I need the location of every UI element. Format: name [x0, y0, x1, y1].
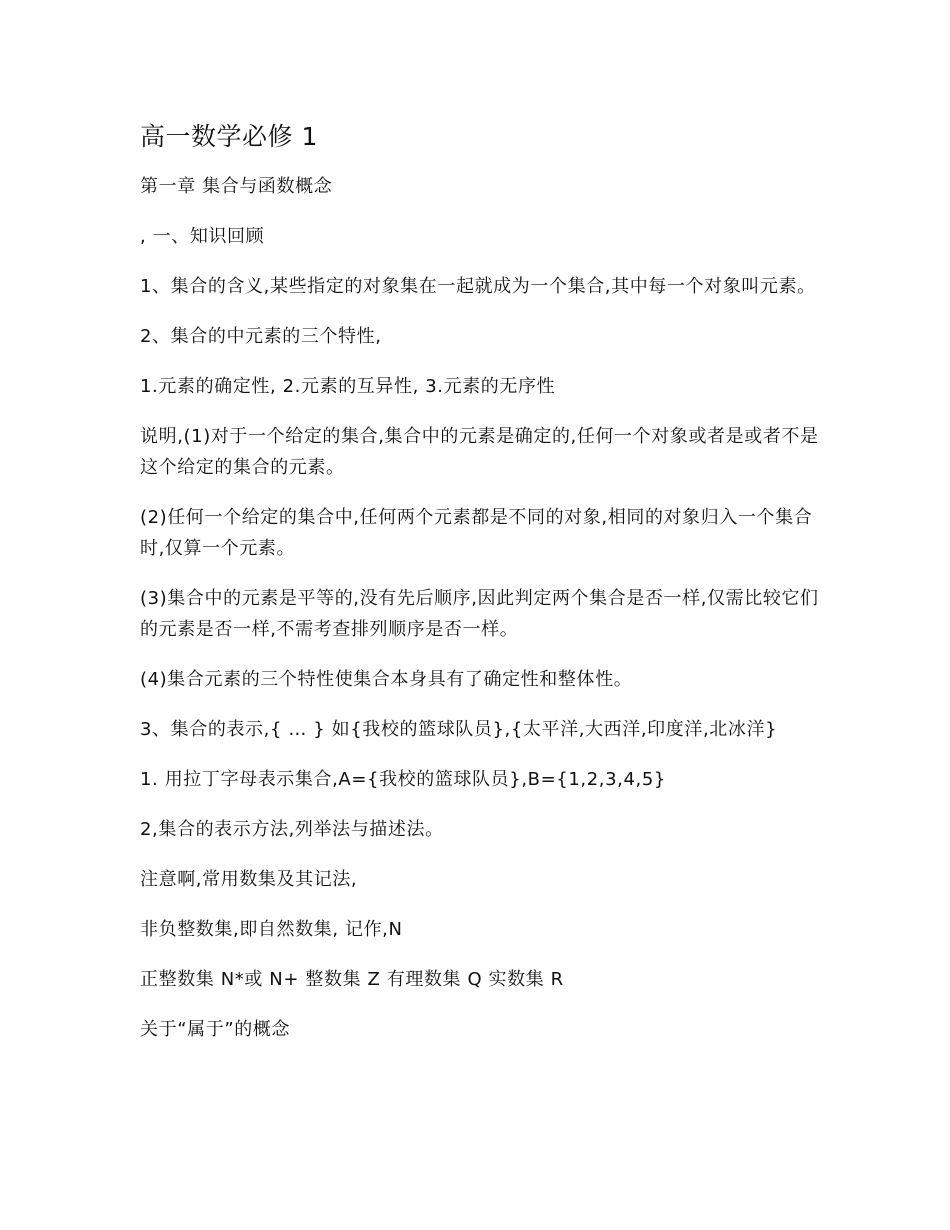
document-body [140, 117, 820, 1064]
paragraph: 1.元素的确定性, 2.元素的互异性, 3.元素的无序性 [140, 376, 556, 397]
paragraph: (4)集合元素的三个特性使集合本身具有了确定性和整体性。 [140, 669, 633, 690]
document-title: 高一数学必修 1 [140, 122, 318, 151]
section-heading: , 一、知识回顾 [140, 226, 265, 247]
paragraph: 3、集合的表示,{ … } 如{我校的篮球队员},{太平洋,大西洋,印度洋,北冰洋} [140, 719, 778, 740]
paragraph: (2)任何一个给定的集合中,任何两个元素都是不同的对象,相同的对象归入一个集合时,仅算一个元素。 [140, 507, 813, 559]
paragraph: 说明,(1)对于一个给定的集合,集合中的元素是确定的,任何一个对象或者是或者不是这个给定的集合的元素。 [140, 426, 819, 478]
paragraph: 1、集合的含义,某些指定的对象集在一起就成为一个集合,其中每一个对象叫元素。 [140, 276, 816, 297]
paragraph: 2,集合的表示方法,列举法与描述法。 [140, 819, 444, 840]
paragraph: 1. 用拉丁字母表示集合,A={我校的篮球队员},B={1,2,3,4,5} [140, 769, 666, 790]
paragraph: 正整数集 N*或 N+ 整数集 Z 有理数集 Q 实数集 R [140, 969, 564, 990]
paragraph: 注意啊,常用数集及其记法, [140, 869, 358, 890]
paragraph: 非负整数集,即自然数集, 记作,N [140, 919, 403, 940]
chapter-heading: 第一章 集合与函数概念 [140, 176, 333, 197]
paragraph: 关于“属于”的概念 [140, 1019, 291, 1040]
paragraph: 2、集合的中元素的三个特性, [140, 326, 382, 347]
paragraph: (3)集合中的元素是平等的,没有先后顺序,因此判定两个集合是否一样,仅需比较它们的元素是否一样,不需考查排列顺序是否一样。 [140, 588, 819, 640]
